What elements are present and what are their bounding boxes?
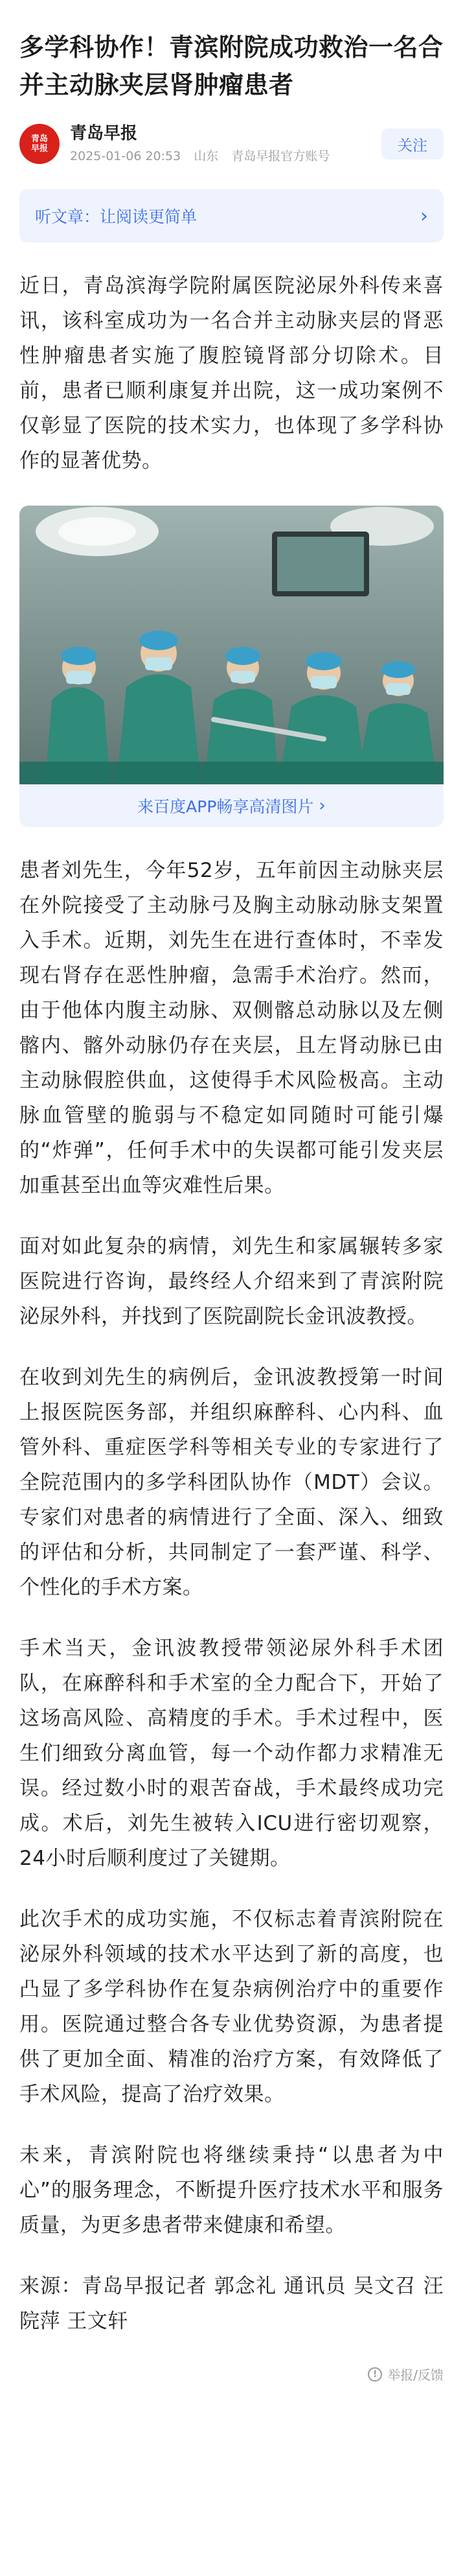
paragraph-6: 此次手术的成功实施，不仅标志着青滨附院在泌尿外科领域的技术水平达到了新的高度，也凸显了多学科协作在复杂病例治疗中的重要作用。医院通过整合各专业优势资源，为患者提供了更加全面、精准的治疗方案，有效降低了手术风险，提高了治疗效果。 <box>19 1908 444 2106</box>
publish-location: 山东 <box>194 149 219 163</box>
monitor-screen <box>277 537 364 591</box>
author-info <box>70 123 381 165</box>
warning-icon: ! <box>368 2367 382 2382</box>
surgical-cap-icon <box>381 661 415 678</box>
face-mask-icon <box>386 683 411 695</box>
article-title: 多学科协作！青滨附院成功救治一名合并主动脉夹层肾肿瘤患者 <box>19 33 444 99</box>
author-meta <box>70 147 381 165</box>
article-photo[interactable] <box>19 506 444 827</box>
surgical-cap-icon <box>139 631 178 650</box>
paragraph-1: 近日，青岛滨海学院附属医院泌尿外科传来喜讯，该科室成功为一名合并主动脉夹层的肾恶性肿瘤患者实施了腹腔镜肾部分切除术。目前，患者已顺利康复并出院，这一成功案例不仅彰显了医院的技术实力，也体现了多学科协作的显著优势。 <box>19 274 444 473</box>
paragraph-3: 面对如此复杂的病情，刘先生和家属辗转多家医院进行咨询，最终经人介绍来到了青滨附院泌尿外科，并找到了医院副院长金讯波教授。 <box>19 1235 444 1328</box>
avatar-text-bottom: 早报 <box>30 144 48 154</box>
chevron-right-icon: › <box>319 796 326 815</box>
surgery-photo <box>19 506 444 784</box>
photo-caption-text: 来百度APP畅享高清图片 <box>137 797 314 816</box>
report-feedback-label: 举报/反馈 <box>387 2367 444 2383</box>
photo-hd-link[interactable] <box>19 784 444 827</box>
source-credit: 来源：青岛早报记者 郭念礼 通讯员 吴文召 汪院萍 王文轩 <box>19 2275 444 2333</box>
author-name[interactable]: 青岛早报 <box>70 124 138 143</box>
publish-date: 2025-01-06 20:53 <box>70 149 181 163</box>
face-mask-icon <box>145 657 172 670</box>
face-mask-icon <box>311 676 337 688</box>
face-mask-icon <box>231 671 255 683</box>
surgical-cap-icon <box>225 647 260 665</box>
avatar-text-top: 青岛 <box>30 134 48 144</box>
listen-article-bar[interactable] <box>19 189 444 242</box>
paragraph-2: 患者刘先生，今年52岁，五年前因主动脉夹层在外院接受了主动脉弓及胸主动脉动脉支架置入手术。近期，刘先生在进行查体时，不幸发现右肾存在恶性肿瘤，急需手术治疗。然而，由于他体内腹主动脉、双侧髂总动脉以及左侧髂内、髂外动脉仍存在夹层，且左肾动脉已由主动脉假腔供血，这使得手术风险极高。主动脉血管壁的脆弱与不稳定如同随时可能引爆的“炸弹”，任何手术中的失误都可能引发夹层加重甚至出血等灾难性后果。 <box>19 859 444 1197</box>
chevron-right-icon: › <box>420 204 428 228</box>
report-feedback-link[interactable] <box>19 2365 444 2403</box>
surgical-table <box>19 762 444 784</box>
surgical-cap-icon <box>61 647 97 665</box>
paragraph-5: 手术当天，金讯波教授带领泌尿外科手术团队，在麻醉科和手术室的全力配合下，开始了这场高风险、高精度的手术。手术过程中，医生们细致分离血管，每一个动作都力求精准无误。经过数小时的艰苦奋战，手术最终成功完成。术后，刘先生被转入ICU进行密切观察，24小时后顺利度过了关键期。 <box>19 1637 444 1870</box>
paragraph-7: 未来，青滨附院也将继续秉持“以患者为中心”的服务理念，不断提升医疗技术水平和服务质量，为更多患者带来健康和希望。 <box>19 2144 444 2237</box>
avatar[interactable] <box>19 124 60 164</box>
surgical-light-icon <box>58 517 136 546</box>
account-label: 青岛早报官方账号 <box>231 149 330 163</box>
author-row <box>19 121 444 167</box>
follow-button[interactable]: 关注 <box>381 128 444 159</box>
surgical-cap-icon <box>306 652 342 670</box>
paragraph-4: 在收到刘先生的病例后，金讯波教授第一时间上报医院医务部，并组织麻醉科、心内科、血管外科、重症医学科等相关专业的专家进行了全院范围内的多学科团队协作（MDT）会议。专家们对患者的病情进行了全面、深入、细致的评估和分析，共同制定了一套严谨、科学、个性化的手术方案。 <box>19 1366 444 1599</box>
listen-article-label: 听文章：让阅读更简单 <box>35 207 198 226</box>
face-mask-icon <box>66 671 92 684</box>
